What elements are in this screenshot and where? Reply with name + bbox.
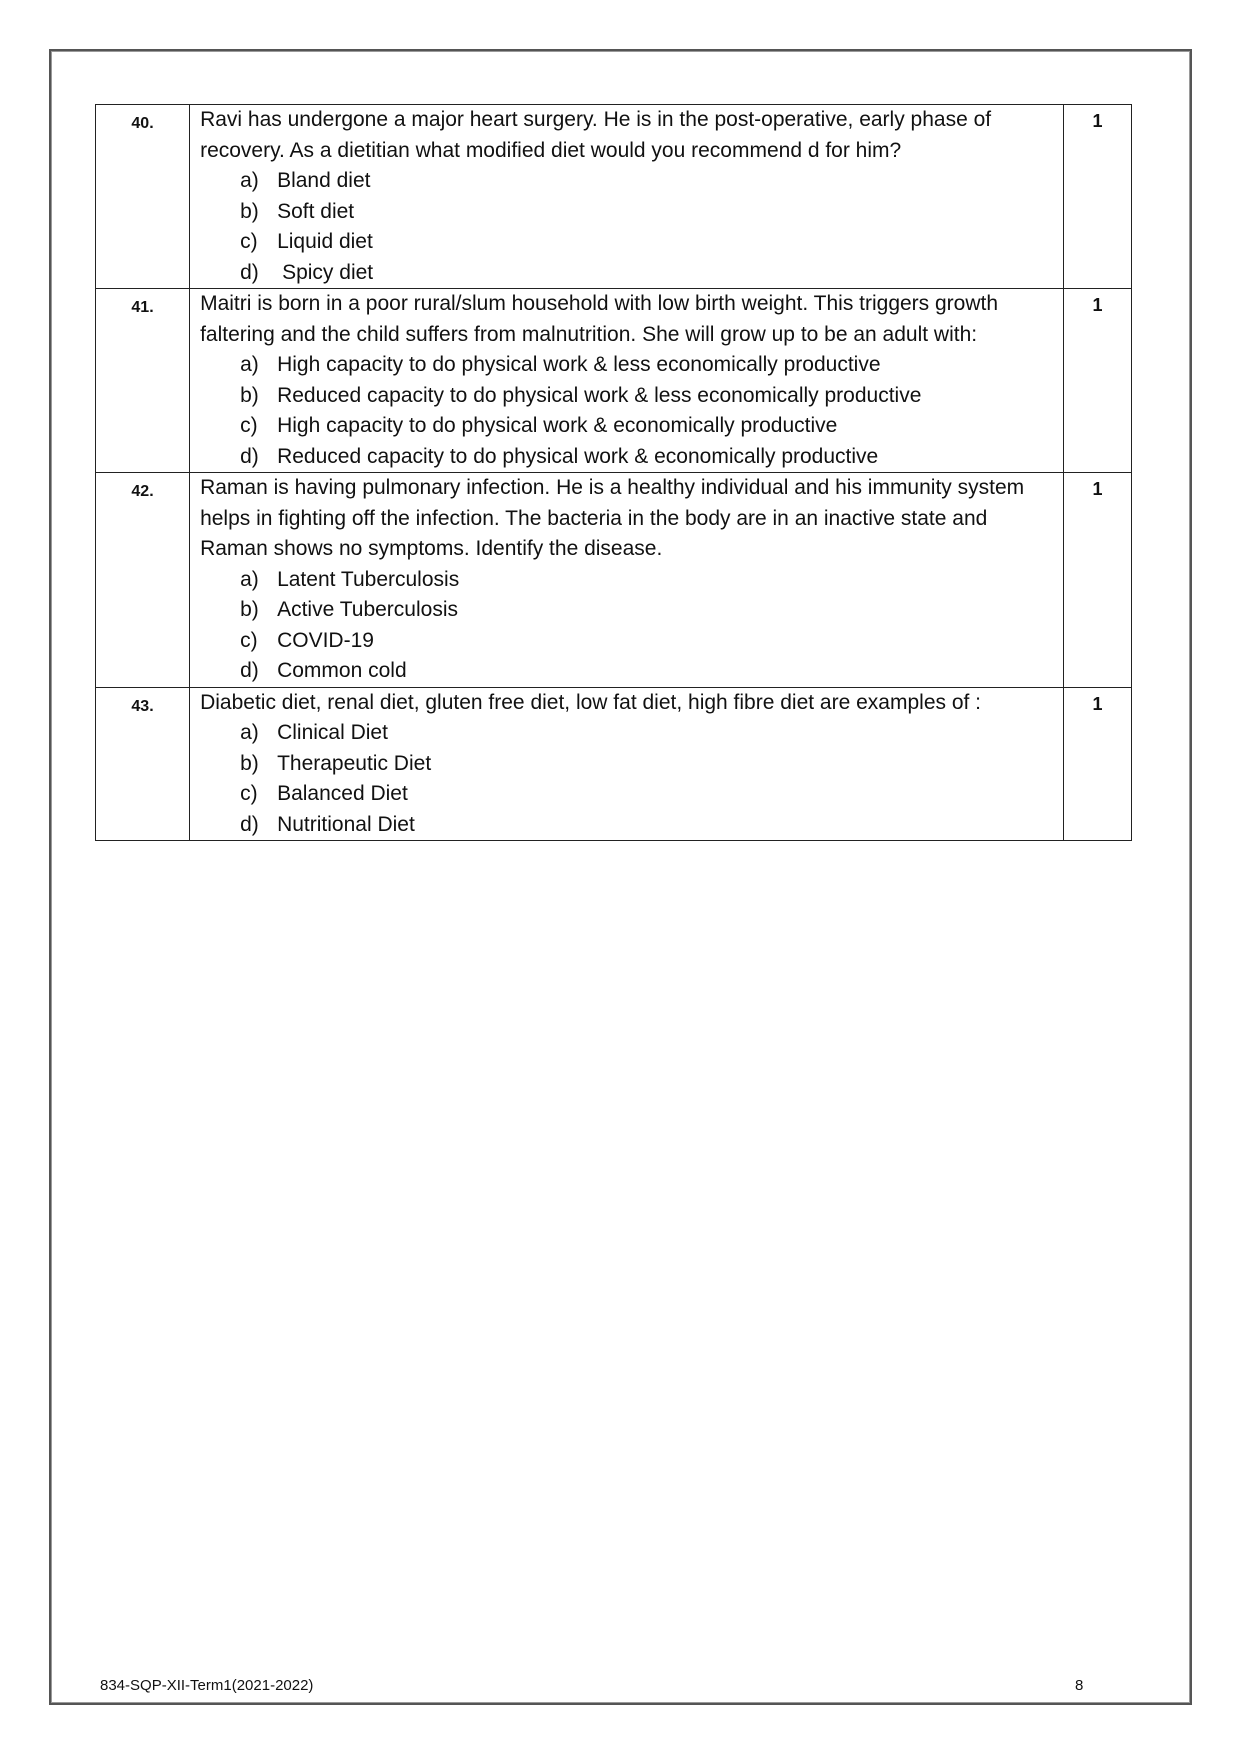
question-number: 43. [96, 687, 190, 841]
question-marks: 1 [1063, 105, 1131, 289]
question-number: 41. [96, 289, 190, 473]
option-letter: a) [240, 721, 259, 744]
option-text: Latent Tuberculosis [277, 567, 460, 591]
question-text: Diabetic diet, renal diet, gluten free diet, low fat diet, high fibre diet are examples of : [200, 690, 982, 714]
question-marks: 1 [1063, 687, 1131, 841]
option-a [240, 718, 1053, 749]
option-letter: d) [240, 659, 259, 682]
option-text: Therapeutic Diet [277, 751, 432, 775]
question-body [190, 289, 1064, 473]
question-body [190, 105, 1064, 289]
option-text: Spicy diet [282, 260, 374, 284]
option-letter: d) [240, 444, 259, 468]
option-b [240, 749, 1053, 780]
question-marks: 1 [1063, 289, 1131, 473]
options-list [200, 718, 1053, 840]
options-list [200, 350, 1053, 472]
option-text: Reduced capacity to do physical work & less economically productive [277, 383, 922, 407]
question-row-42 [96, 473, 1132, 688]
option-text: Nutritional Diet [277, 812, 415, 836]
option-text: High capacity to do physical work & less economically productive [277, 353, 881, 376]
option-letter: b) [240, 199, 259, 223]
question-row-43 [96, 687, 1132, 841]
option-b [240, 197, 1053, 228]
option-letter: c) [240, 782, 258, 805]
option-c [240, 626, 1053, 657]
question-body [190, 473, 1064, 688]
option-letter: d) [240, 260, 259, 284]
question-text: Ravi has undergone a major heart surgery. He is in the post-operative, early phase of recovery. As a dietitian what modified diet would you recommend d for him? [200, 108, 992, 162]
option-letter: c) [240, 628, 258, 652]
option-letter: c) [240, 414, 258, 437]
document-code: 834-SQP-XII-Term1(2021-2022) [100, 1677, 314, 1694]
option-letter: b) [240, 383, 259, 407]
option-d [240, 442, 1053, 473]
option-b [240, 381, 1053, 412]
page-number: 8 [1075, 1677, 1084, 1694]
question-row-40 [96, 105, 1132, 289]
option-text: Soft diet [277, 199, 355, 223]
option-letter: c) [240, 230, 258, 253]
question-marks: 1 [1063, 473, 1131, 688]
option-text: Bland diet [277, 169, 371, 192]
option-text: Active Tuberculosis [277, 598, 458, 621]
questions-table [95, 104, 1132, 841]
option-letter: b) [240, 598, 259, 621]
option-letter: d) [240, 812, 259, 836]
option-text: Reduced capacity to do physical work & economically productive [277, 444, 879, 468]
options-list [200, 565, 1053, 687]
option-text: Common cold [277, 659, 407, 682]
option-letter: a) [240, 567, 259, 591]
question-text: Raman is having pulmonary infection. He is a healthy individual and his immunity system helps in fighting off the infection. The bacteria in the body are in an inactive state and Raman shows no symptoms. Identify the disease. [200, 476, 1025, 560]
option-text: Balanced Diet [277, 782, 408, 805]
option-d [240, 656, 1053, 687]
option-text: COVID-19 [277, 628, 374, 652]
option-c [240, 779, 1053, 810]
option-c [240, 227, 1053, 258]
question-row-41 [96, 289, 1132, 473]
question-number: 40. [96, 105, 190, 289]
option-letter: a) [240, 353, 259, 376]
option-text: Clinical Diet [277, 721, 388, 744]
option-b [240, 595, 1053, 626]
option-d [240, 258, 1053, 289]
option-a [240, 166, 1053, 197]
question-text: Maitri is born in a poor rural/slum household with low birth weight. This triggers growth faltering and the child suffers from malnutrition. She will grow up to be an adult with: [200, 292, 999, 346]
option-d [240, 810, 1053, 841]
option-letter: b) [240, 751, 259, 775]
options-list [200, 166, 1053, 288]
option-c [240, 411, 1053, 442]
option-text: High capacity to do physical work & economically productive [277, 414, 838, 437]
option-text: Liquid diet [277, 230, 373, 253]
option-letter: a) [240, 169, 259, 192]
question-number: 42. [96, 473, 190, 688]
option-a [240, 350, 1053, 381]
option-a [240, 565, 1053, 596]
question-body [190, 687, 1064, 841]
